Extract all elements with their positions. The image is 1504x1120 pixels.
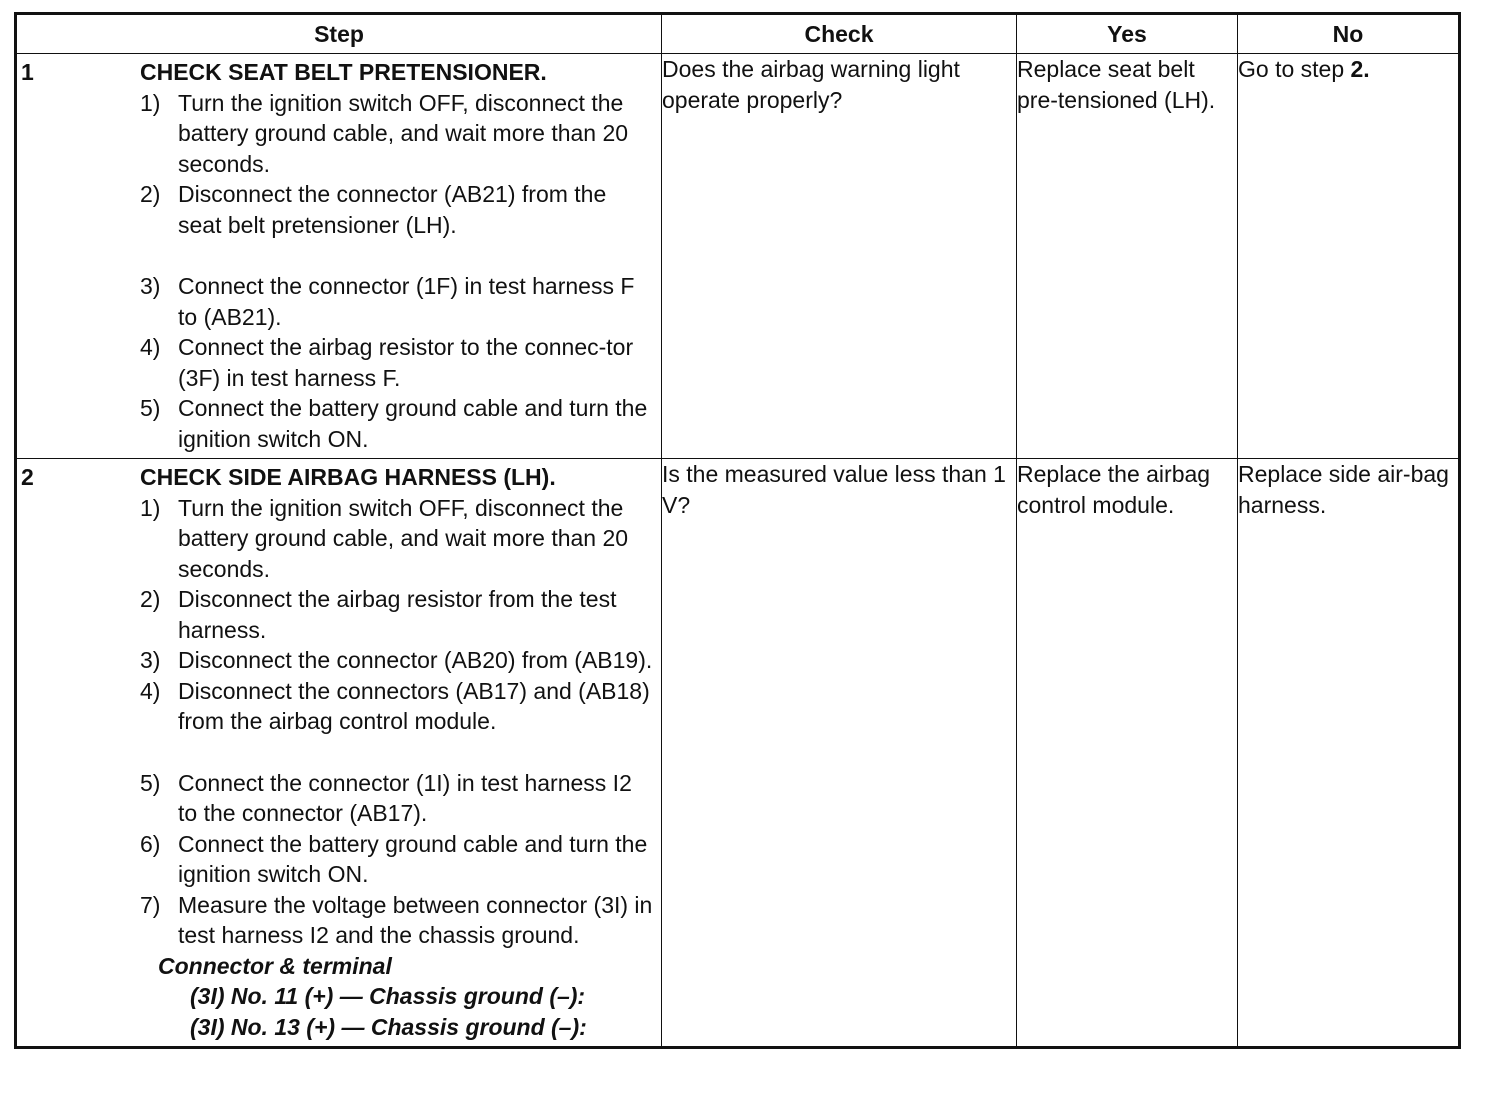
substep-item: 1) Turn the ignition switch OFF, disconnect the battery ground cable, and wait more than 20 seconds.	[140, 494, 629, 582]
no-step-ref: 2.	[1350, 56, 1370, 82]
header-yes: Yes	[1017, 14, 1238, 54]
step-row-2	[16, 459, 1460, 1048]
diagnostic-table	[14, 12, 1461, 1049]
no-cell	[1238, 54, 1460, 459]
check-cell: Does the airbag warning light operate properly?	[662, 54, 1017, 459]
substep-item: 5) Connect the connector (1I) in test harness I2 to the connector (AB17).	[140, 769, 632, 826]
substep-item: 4) Disconnect the connectors (AB17) and (AB18) from the airbag control module.	[140, 677, 650, 734]
header-check: Check	[662, 14, 1017, 54]
substep-item: 7) Measure the voltage between connector (3I) in test harness I2 and the chassis ground.	[140, 891, 653, 948]
substep-item: 2) Disconnect the connector (AB21) from the seat belt pretensioner (LH).	[140, 181, 607, 238]
step-title: CHECK SIDE AIRBAG HARNESS (LH).	[140, 464, 556, 490]
substep-item: 3) Disconnect the connector (AB20) from (AB19).	[140, 647, 653, 673]
substep-item: 1) Turn the ignition switch OFF, disconnect the battery ground cable, and wait more than 20 seconds.	[140, 89, 629, 177]
step-title: CHECK SEAT BELT PRETENSIONER.	[140, 59, 547, 85]
connector-line: (3I) No. 13 (+) — Chassis ground (–):	[190, 1013, 587, 1040]
connector-line: (3I) No. 11 (+) — Chassis ground (–):	[190, 983, 586, 1009]
check-cell: Is the measured value less than 1 V?	[662, 459, 1017, 1048]
step-cell	[16, 54, 662, 459]
yes-cell: Replace seat belt pre-tensioned (LH).	[1017, 54, 1238, 459]
step-number: 1	[21, 59, 34, 85]
substep-item: 5) Connect the battery ground cable and turn the ignition switch ON.	[140, 395, 648, 452]
substep-item: 4) Connect the airbag resistor to the connec-tor (3F) in test harness F.	[140, 334, 634, 391]
header-no: No	[1238, 14, 1460, 54]
header-step: Step	[16, 14, 662, 54]
substep-list	[140, 493, 655, 951]
connector-heading: Connector & terminal	[158, 952, 392, 979]
substep-item: 3) Connect the connector (1F) in test harness F to (AB21).	[140, 273, 635, 330]
substep-item: 6) Connect the battery ground cable and turn the ignition switch ON.	[140, 830, 648, 887]
substep-item: 2) Disconnect the airbag resistor from the test harness.	[140, 586, 617, 643]
no-text: Go to step	[1238, 56, 1351, 82]
step-number: 2	[21, 464, 34, 490]
yes-cell: Replace the airbag control module.	[1017, 459, 1238, 1048]
substep-list	[140, 88, 655, 455]
step-row-1	[16, 54, 1460, 459]
step-cell	[16, 459, 662, 1048]
header-row	[16, 14, 1460, 54]
no-cell: Replace side air-bag harness.	[1238, 459, 1460, 1048]
